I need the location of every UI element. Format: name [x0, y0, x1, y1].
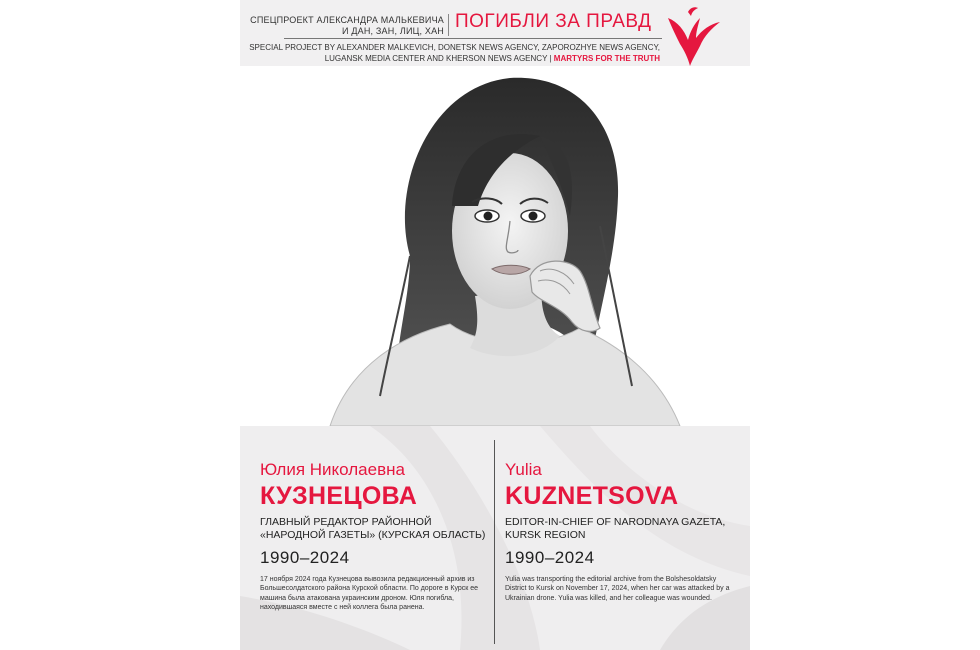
memorial-card: [240, 0, 750, 650]
project-title-ru: ПОГИБЛИ ЗА ПРАВД: [455, 11, 652, 32]
given-names-ru: Юлия Николаевна: [260, 460, 405, 479]
info-panel: [240, 426, 750, 650]
header-rule: [284, 38, 662, 39]
bio-en: Yulia was transporting the editorial archive from the Bolshesoldatsky District to Kursk on November 17, 2024, when her car was attacked by a Ukrainian drone. Yulia was killed, and her colleague was wounded.: [505, 576, 730, 602]
project-title-en: MARTYRS FOR THE TRUTH: [553, 54, 660, 63]
bio-ru: 17 ноября 2024 года Кузнецова вывозила редакционный архив из Большесолдатского района Курской области. По дороге в Курск ее машина была атакована украинским дроном. Юля погибла, находившаяся вместе с ней коллега была ранена.: [260, 576, 479, 611]
header-separator: [448, 14, 449, 36]
role-ru: ГЛАВНЫЙ РЕДАКТОР РАЙОННОЙ «НАРОДНОЙ ГАЗЕТЫ» (КУРСКАЯ ОБЛАСТЬ): [260, 516, 486, 541]
woman-portrait-sketch: [240, 66, 750, 426]
surname-en: KUZNETSOVA: [505, 482, 679, 510]
column-divider: [494, 440, 495, 644]
surname-ru: КУЗНЕЦОВА: [260, 482, 418, 510]
portrait-area: [240, 66, 750, 426]
years-en: 1990–2024: [505, 548, 595, 567]
header-en-line-2-prefix: LUGANSK MEDIA CENTER AND KHERSON NEWS AGENCY |: [324, 54, 554, 63]
header-en-line-2: [325, 54, 660, 63]
header-en-line-1: SPECIAL PROJECT BY ALEXANDER MALKEVICH, DONETSK NEWS AGENCY, ZAPOROZHYE NEWS AGENCY,: [249, 43, 660, 52]
header-ru-line-1: СПЕЦПРОЕКТ АЛЕКСАНДРА МАЛЬКЕВИЧА: [250, 15, 444, 25]
red-bird-icon: [664, 4, 722, 66]
role-en: EDITOR-IN-CHIEF OF NARODNAYA GAZETA, KURSK REGION: [505, 516, 726, 541]
given-names-en: Yulia: [505, 460, 542, 479]
header-ru-line-2: И ДАН, ЗАН, ЛИЦ, ХАН: [341, 26, 444, 36]
years-ru: 1990–2024: [260, 548, 350, 567]
header: [240, 0, 750, 66]
